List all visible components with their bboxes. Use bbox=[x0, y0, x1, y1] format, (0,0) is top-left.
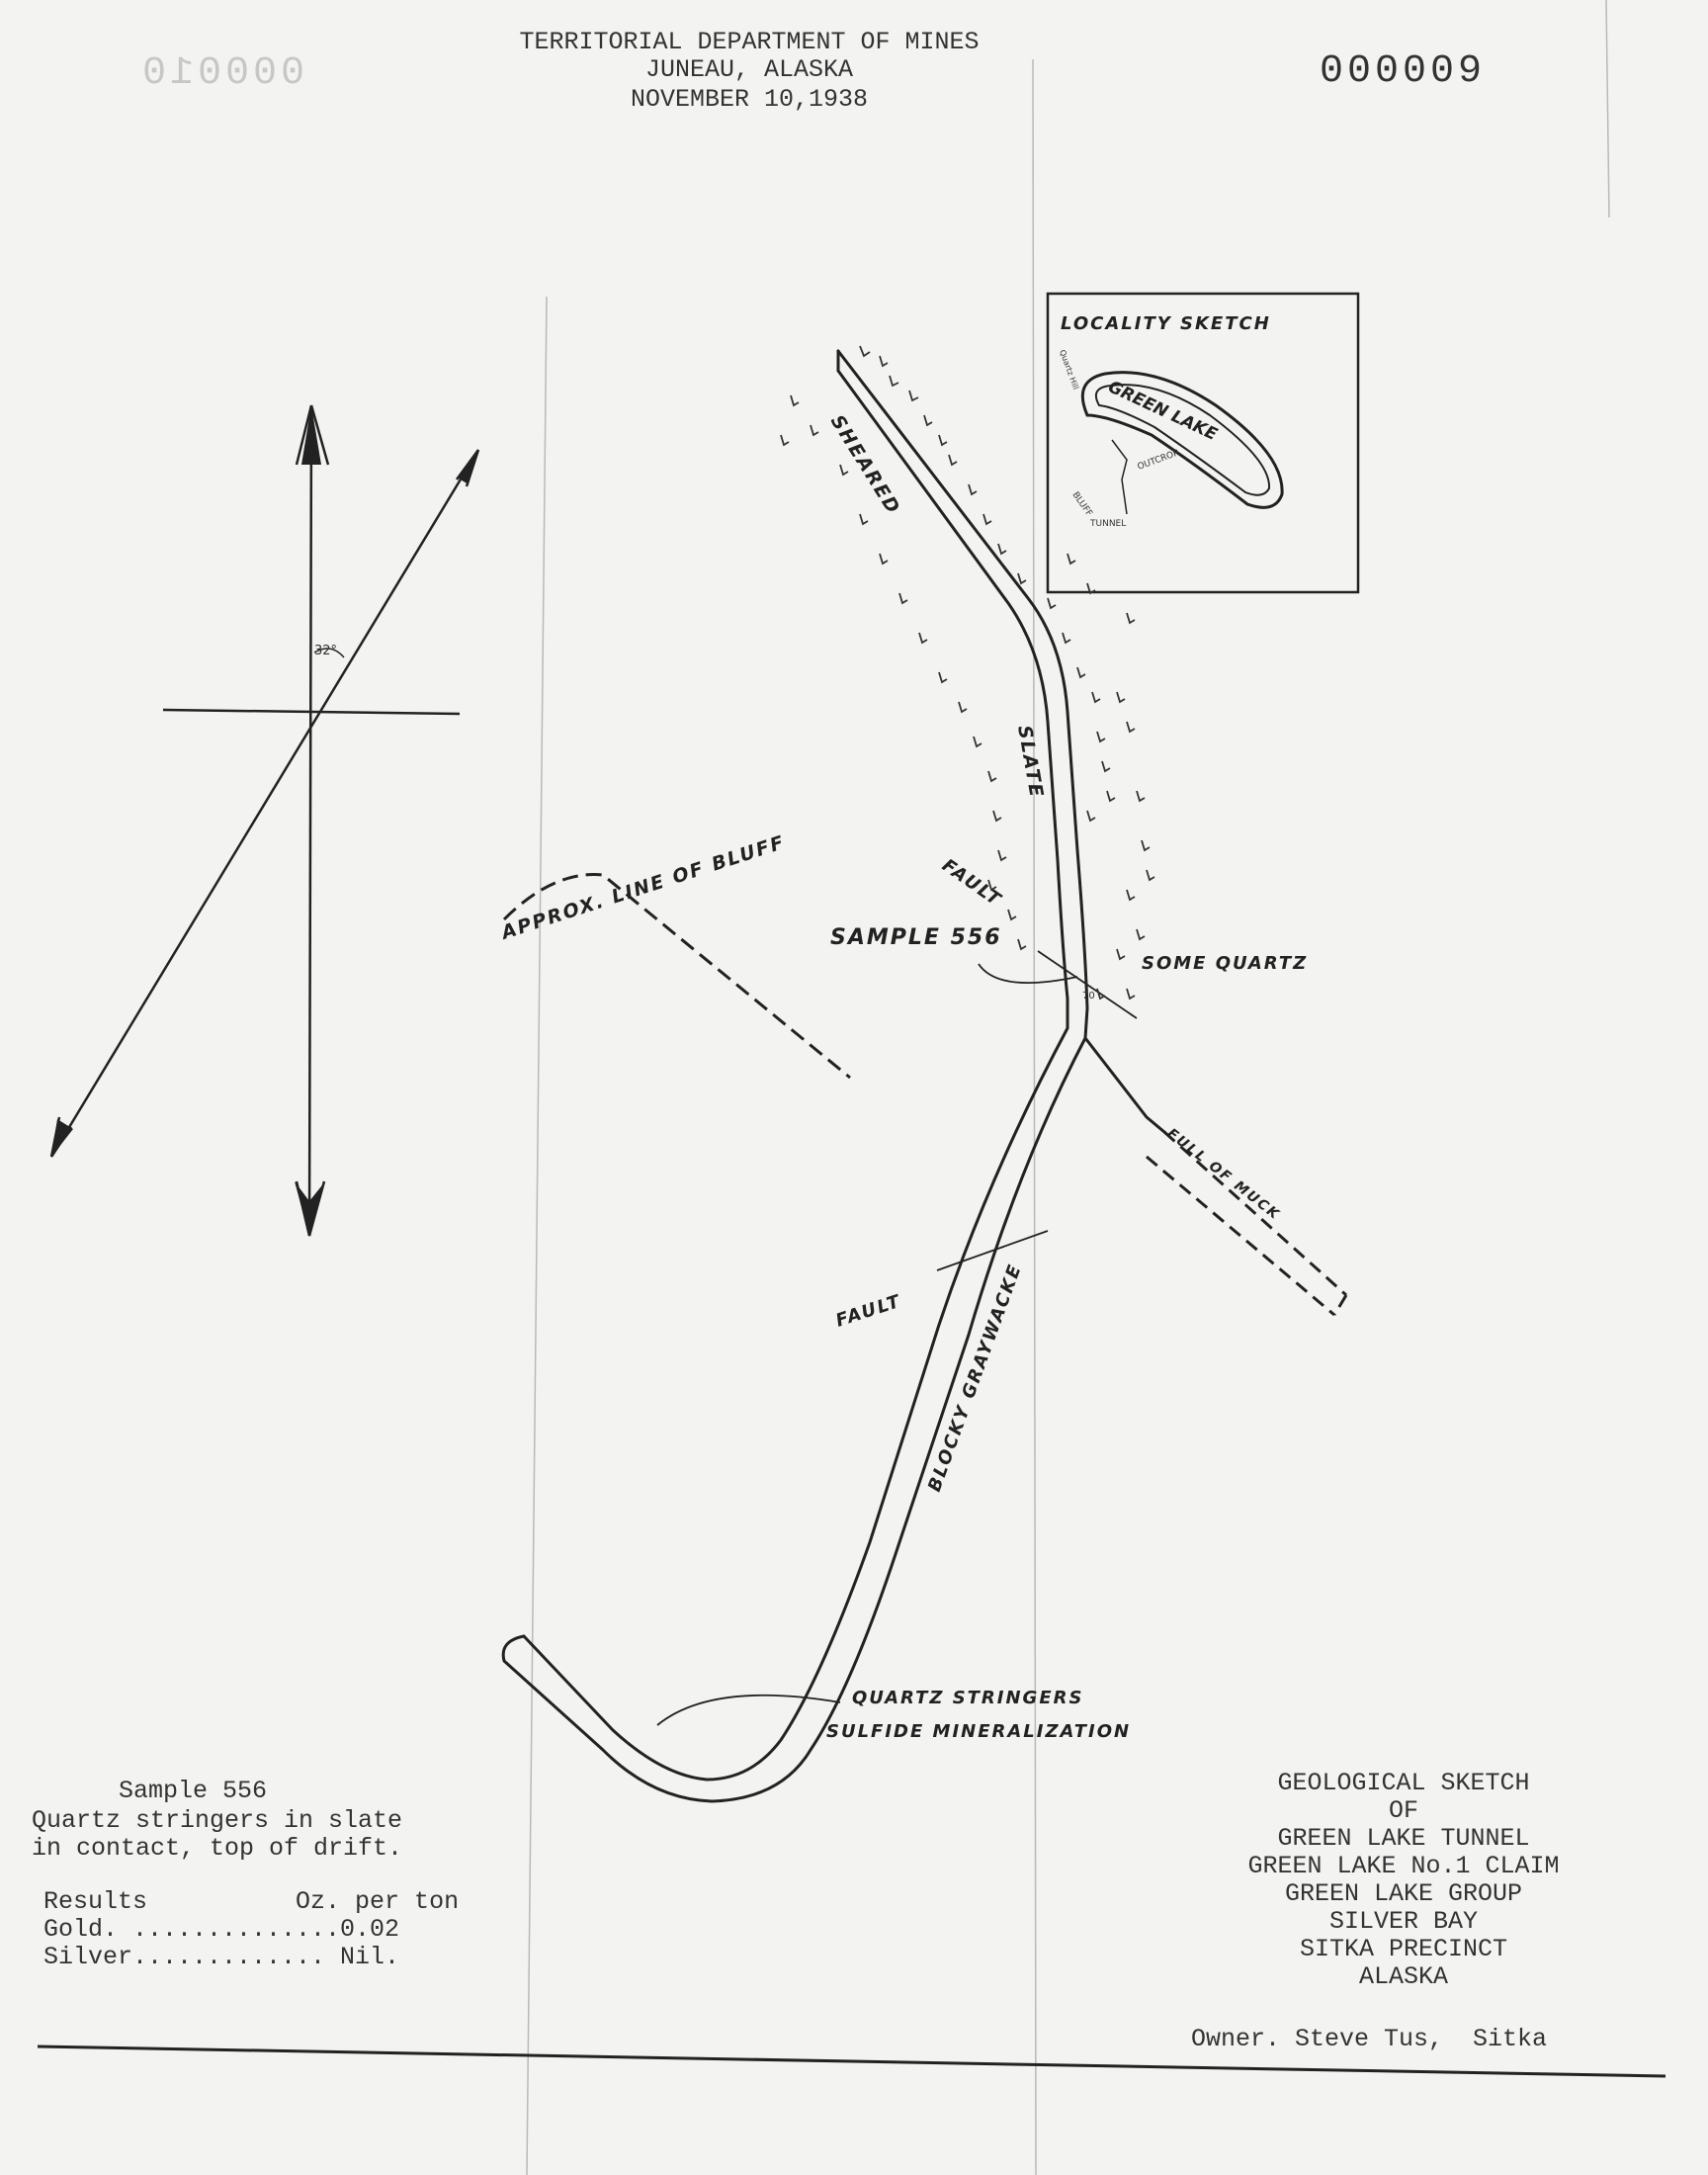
locality-label: BLUFF bbox=[1069, 489, 1094, 519]
sample-notes-title: Sample 556 bbox=[119, 1777, 268, 1805]
tunnel-outline bbox=[503, 348, 1164, 1801]
header-date: NOVEMBER 10,1938 bbox=[630, 85, 869, 114]
title-line: GREEN LAKE No.1 CLAIM bbox=[1247, 1852, 1560, 1880]
results-gold: Gold. ..............0.02 bbox=[43, 1915, 400, 1944]
fault-upper-label: FAULT bbox=[938, 854, 1006, 912]
title-line: GEOLOGICAL SKETCH bbox=[1277, 1769, 1530, 1797]
locality-title: LOCALITY SKETCH bbox=[1061, 313, 1271, 334]
results-silver: Silver............. Nil. bbox=[43, 1943, 400, 1971]
locality-label: Quartz Hill bbox=[1058, 348, 1080, 392]
sample-notes-line2: in contact, top of drift. bbox=[32, 1834, 403, 1863]
title-line: GREEN LAKE TUNNEL bbox=[1277, 1824, 1530, 1853]
bluff-label-1: APPROX. LINE OF BLUFF bbox=[498, 830, 789, 944]
sheared-label: SHEARED bbox=[825, 410, 905, 519]
owner-line: Owner. Steve Tus, Sitka bbox=[1191, 2025, 1548, 2053]
bleedthrough-page-number: 000010 bbox=[138, 51, 305, 96]
locality-label: TUNNEL bbox=[1090, 519, 1127, 529]
scan-line bbox=[527, 297, 547, 2175]
stringers-label: QUARTZ STRINGERS bbox=[852, 1688, 1084, 1708]
sample-notes-line1: Quartz stringers in slate bbox=[32, 1806, 403, 1835]
declination-angle-label: 32° bbox=[314, 644, 338, 658]
title-line: SILVER BAY bbox=[1328, 1907, 1479, 1936]
magnetic-arrowhead bbox=[459, 450, 478, 484]
north-arrow bbox=[51, 405, 478, 1236]
fault-lower-label: FAULT bbox=[833, 1290, 904, 1332]
lake-label: GREEN LAKE bbox=[1104, 377, 1221, 445]
sulfide-label: SULFIDE MINERALIZATION bbox=[826, 1721, 1132, 1742]
locality-label: OUTCROP bbox=[1136, 448, 1181, 473]
scan-line bbox=[1033, 59, 1036, 2175]
muck-label: FULL OF MUCK bbox=[1163, 1125, 1284, 1224]
stringers-leader bbox=[657, 1696, 840, 1725]
graywacke-label: BLOCKY GRAYWACKE bbox=[923, 1261, 1027, 1495]
slate-label: SLATE bbox=[1013, 724, 1048, 801]
title-line: ALASKA bbox=[1358, 1962, 1448, 1991]
header-city: JUNEAU, ALASKA bbox=[644, 55, 854, 84]
locality-sketch-inset bbox=[1048, 294, 1358, 592]
sample-leader bbox=[979, 964, 1077, 983]
scan-line bbox=[1606, 0, 1609, 218]
header-department: TERRITORIAL DEPARTMENT OF MINES bbox=[519, 28, 980, 56]
sample-label: SAMPLE 556 bbox=[830, 925, 1002, 950]
muck-branch bbox=[1147, 1132, 1346, 1315]
fault-line bbox=[937, 1231, 1048, 1270]
title-line: SITKA PRECINCT bbox=[1299, 1935, 1508, 1963]
slate-hatching bbox=[781, 346, 1154, 999]
some-quartz-label: SOME QUARTZ bbox=[1142, 953, 1309, 974]
page-number: 000009 bbox=[1320, 49, 1487, 94]
dip-label: 70 bbox=[1082, 991, 1095, 1001]
title-line: OF bbox=[1388, 1796, 1418, 1825]
results-header: Results Oz. per ton bbox=[43, 1887, 460, 1916]
title-line: GREEN LAKE GROUP bbox=[1284, 1879, 1523, 1908]
